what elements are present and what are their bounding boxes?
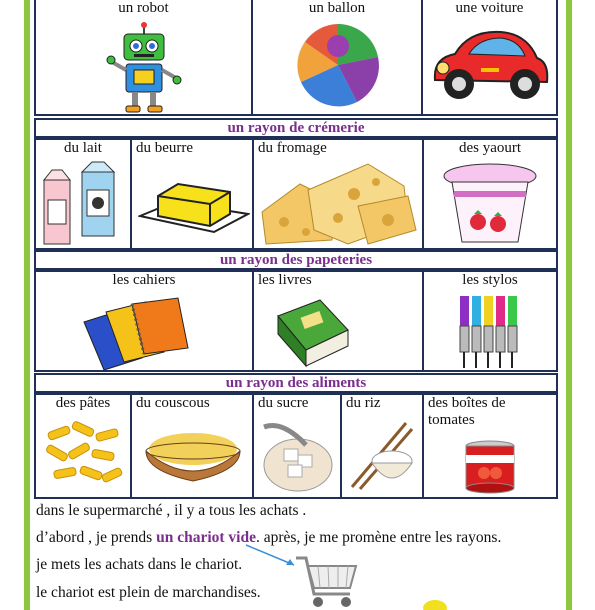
toy-cell-robot: [36, 0, 253, 114]
pens-picture: [456, 292, 528, 372]
robot-picture: [104, 22, 184, 114]
item-label: des pâtes: [55, 395, 111, 411]
toy-label: une voiture: [455, 0, 524, 16]
cremerie-cell-yaourt: [424, 140, 556, 248]
item-label: les livres: [258, 272, 312, 288]
ball-picture: [295, 22, 381, 108]
cremerie-cell-lait: [36, 140, 132, 248]
butter-picture: [138, 176, 250, 242]
item-label: du riz: [346, 395, 381, 411]
section-header-papeteries: un rayon des papeteries: [34, 250, 558, 270]
notebooks-picture: [82, 292, 210, 372]
section-header-cremerie: un rayon de crémerie: [34, 118, 558, 138]
item-label: les stylos: [462, 272, 518, 288]
story-line-4: le chariot est plein de marchandises.: [36, 584, 261, 601]
toy-label: un robot: [118, 0, 169, 16]
aliments-cell-riz: [342, 395, 424, 497]
aliments-cell-tomates: [424, 395, 556, 497]
papeteries-row: [34, 270, 558, 372]
highlighted-phrase: un chariot vide: [156, 529, 256, 546]
shopping-cart-icon: [294, 554, 360, 610]
item-label: les cahiers: [112, 272, 176, 288]
book-picture: [270, 294, 352, 370]
car-picture: [429, 24, 551, 108]
toys-row: [34, 0, 558, 116]
cremerie-cell-beurre: [132, 140, 254, 248]
item-label: du lait: [64, 140, 102, 156]
pasta-picture: [42, 419, 126, 489]
item-label: du sucre: [258, 395, 309, 411]
item-label: du fromage: [258, 140, 327, 156]
section-header-aliments: un rayon des aliments: [34, 373, 558, 393]
item-label: des boîtes de tomates: [428, 395, 506, 428]
green-frame-right: [566, 0, 572, 610]
item-label: du couscous: [136, 395, 210, 411]
aliments-cell-sucre: [254, 395, 342, 497]
story-line-1: dans le supermarché , il y a tous les achats .: [36, 502, 307, 519]
toy-cell-ballon: [253, 0, 423, 114]
milk-picture: [40, 160, 128, 248]
item-label: du beurre: [136, 140, 194, 156]
story-line-2-end: . après, je me promène entre les rayons.: [256, 529, 502, 546]
papeteries-cell-livres: [254, 272, 424, 370]
tomato-can-picture: [462, 439, 518, 495]
toy-label: un ballon: [308, 0, 366, 16]
sugar-picture: [260, 415, 336, 495]
aliments-row: [34, 393, 558, 499]
papeteries-cell-cahiers: [36, 272, 254, 370]
arrow-line: [244, 543, 300, 569]
aliments-cell-couscous: [132, 395, 254, 497]
cheese-picture: [258, 160, 420, 248]
cremerie-row: [34, 138, 558, 250]
aliments-cell-pates: [36, 395, 132, 497]
rice-picture: [346, 417, 420, 493]
yogurt-picture: [440, 162, 540, 246]
story-line-2-start: d’abord , je prends: [36, 529, 157, 546]
toy-cell-voiture: [423, 0, 556, 114]
item-label: des yaourt: [458, 140, 522, 156]
couscous-picture: [140, 421, 246, 485]
yellow-decoration: [420, 598, 450, 610]
green-frame-left: [24, 0, 30, 610]
cremerie-cell-fromage: [254, 140, 424, 248]
story-line-3: je mets les achats dans le chariot.: [36, 556, 243, 573]
papeteries-cell-stylos: [424, 272, 556, 370]
